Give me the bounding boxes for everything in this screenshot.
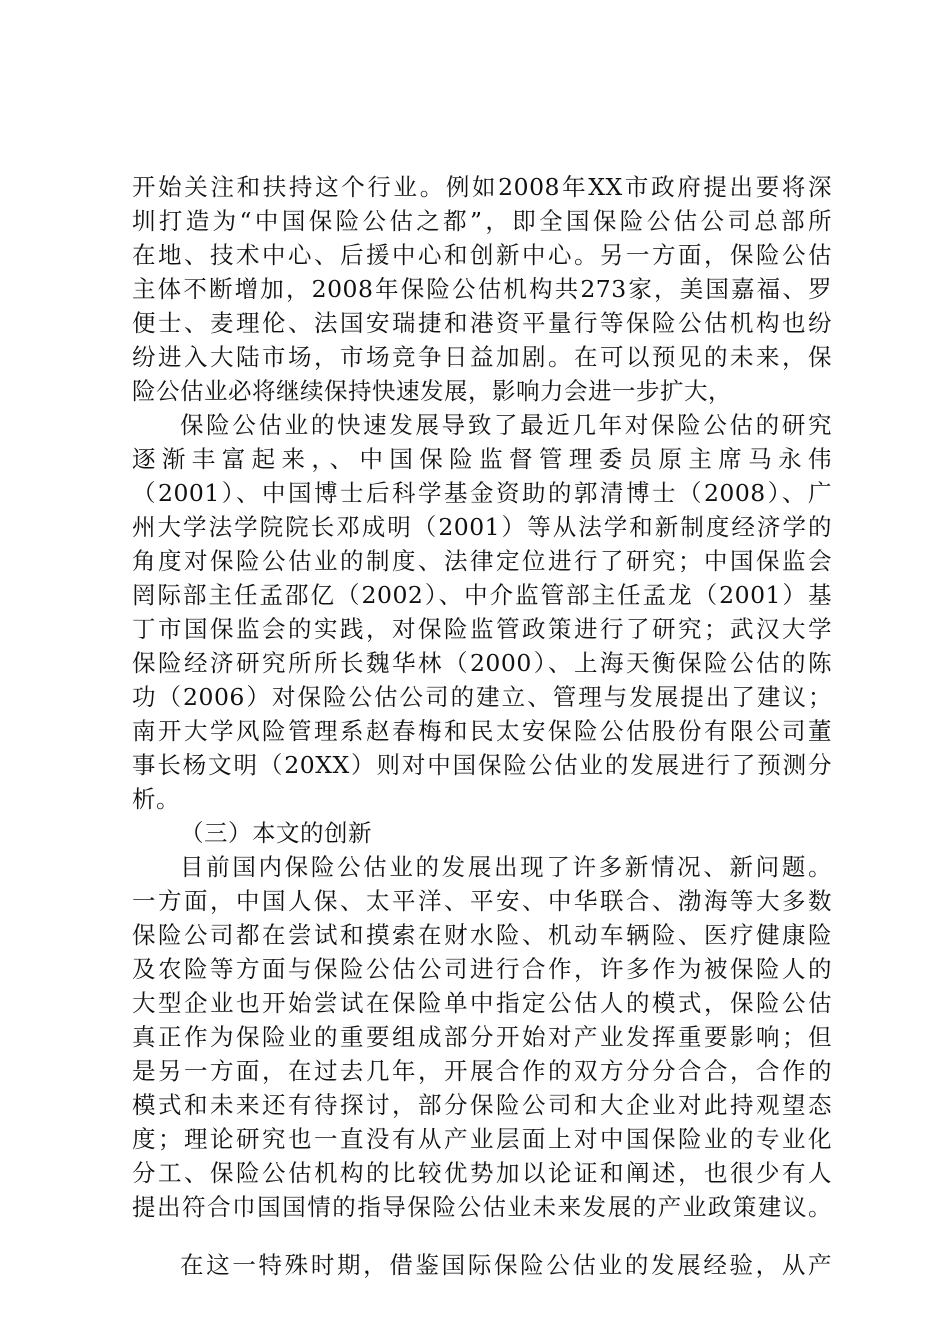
- paragraph-2-line: 罔际部主任孟邵亿（2002）、中介监管部主任孟龙（2001）基: [132, 581, 832, 609]
- paragraph-1-line: 圳打造为“中国保险公估之都”，即全国保险公估公司总部所: [132, 207, 832, 235]
- paragraph-3-line: 保险公司都在尝试和摸索在财水险、机动车辆险、医疗健康险: [132, 921, 832, 949]
- paragraph-3-line: 提出符合巾国国情的指导保险公估业未来发展的产业政策建议。: [132, 1193, 832, 1221]
- paragraph-1-line: 主体不断增加，2008年保险公估机构共273家，美国嘉福、罗: [132, 275, 832, 303]
- paragraph-2-line: 事长杨文明（20XX）则对中国保险公估业的发展进行了预测分: [132, 751, 832, 779]
- paragraph-2-line: 角度对保险公估业的制度、法律定位进行了研究；中国保监会: [132, 547, 832, 575]
- paragraph-2-line: 析。: [132, 785, 180, 813]
- paragraph-3-line: 模式和未来还有待探讨，部分保险公司和大企业对此持观望态: [132, 1091, 832, 1119]
- paragraph-1-line: 便士、麦理伦、法国安瑞捷和港资平量行等保险公估机构也纷: [132, 309, 832, 337]
- paragraph-1-line: 纷进入大陆市场，市场竞争日益加剧。在可以预见的未来，保: [132, 343, 832, 371]
- paragraph-2-line: 南开大学风险管理系赵春梅和民太安保险公估股份有限公司董: [132, 717, 832, 745]
- paragraph-1-line: 险公估业必将继续保持快速发展，影响力会进一步扩大，: [132, 377, 732, 405]
- paragraph-4-line: 在这一特殊时期，借鉴国际保险公估业的发展经验，从产: [180, 1251, 832, 1279]
- paragraph-2-line: 逐渐丰富起来，、中国保险监督管理委员原主席马永伟: [132, 445, 832, 473]
- paragraph-3-line: 真正作为保险业的重要组成部分开始对产业发挥重要影响；但: [132, 1023, 832, 1051]
- paragraph-3-line: 一方面，中国人保、太平洋、平安、中华联合、渤海等大多数: [132, 887, 832, 915]
- paragraph-2-line: 州大学法学院院长邓成明（2001）等从法学和新制度经济学的: [132, 513, 832, 541]
- paragraph-2-line: 保险经济研究所所长魏华林（2000）、上海天衡保险公估的陈: [132, 649, 832, 677]
- paragraph-2-line: 功（2006）对保险公估公司的建立、管理与发展提出了建议；: [132, 683, 832, 711]
- paragraph-3-line: 大型企业也开始尝试在保险单中指定公估人的模式，保险公估: [132, 989, 832, 1017]
- paragraph-1-line: 开始关注和扶持这个行业。例如2008年XX市政府提出要将深: [132, 173, 832, 201]
- paragraph-2-line: 丁市国保监会的实践，对保险监管政策进行了研究；武汉大学: [132, 615, 832, 643]
- paragraph-2-line: （2001）、中国博士后科学基金资助的郭清博士（2008）、广: [132, 479, 832, 507]
- paragraph-3-line: 目前国内保险公估业的发展出现了许多新情况、新问题。: [180, 853, 832, 881]
- paragraph-1-line: 在地、技术中心、后援中心和创新中心。另一方面，保险公估: [132, 241, 832, 269]
- paragraph-3-line: 分工、保险公估机构的比较优势加以论证和阐述，也很少有人: [132, 1159, 832, 1187]
- section-heading: （三）本文的创新: [180, 819, 372, 847]
- paragraph-3-line: 及农险等方面与保险公估公司进行合作，许多作为被保险人的: [132, 955, 832, 983]
- paragraph-3-line: 是另一方面，在过去几年，开展合作的双方分分合合，合作的: [132, 1057, 832, 1085]
- paragraph-3-line: 度；理论研究也一直没有从产业层面上对中国保险业的专业化: [132, 1125, 832, 1153]
- paragraph-2-line: 保险公估业的快速发展导致了最近几年对保险公估的研究: [180, 411, 832, 439]
